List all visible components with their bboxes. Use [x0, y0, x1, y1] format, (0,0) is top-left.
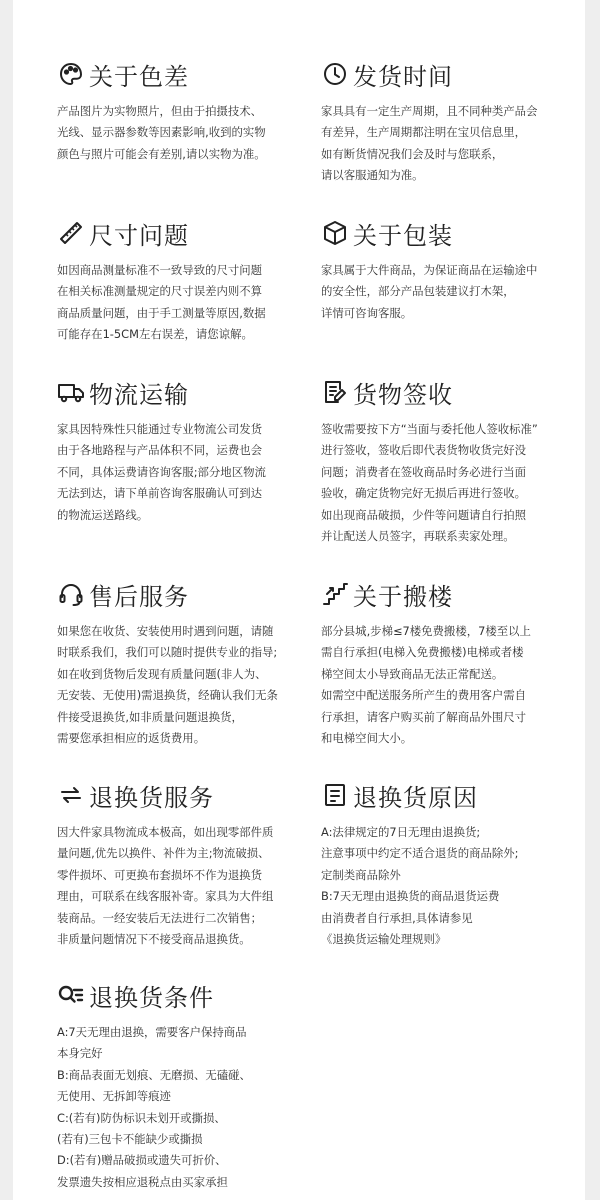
body-line: 的物流运送路线。 — [57, 507, 149, 522]
section-title: 关于色差 — [89, 62, 189, 91]
section-body — [57, 621, 307, 749]
section-title: 退换货条件 — [89, 983, 214, 1012]
section-header — [321, 575, 571, 613]
body-line: 如果您在收货、安装使用时遇到问题，请随 — [57, 624, 274, 638]
section-title: 物流运输 — [89, 380, 189, 409]
section-header — [57, 976, 307, 1014]
body-line: (若有)三包卡不能缺少或撕损 — [57, 1132, 203, 1147]
after-sales-section — [57, 575, 307, 749]
section-title: 关于包装 — [353, 221, 453, 250]
palette-icon — [57, 60, 85, 88]
body-line: 梯空间太小导致商品无法正常配送。 — [321, 666, 504, 681]
body-line: 由消费者自行承担,具体请参见 — [321, 910, 473, 925]
body-line: 时联系我们，我们可以随时提供专业的指导; — [57, 645, 278, 660]
goods-receipt-section — [321, 373, 571, 547]
body-line: 签收需要按下方“当面与委托他人签收标准” — [321, 422, 538, 436]
package-icon — [321, 219, 349, 247]
body-line: 需要您承担相应的返货费用。 — [57, 731, 206, 746]
body-line: 发票遗失按相应退税点由买家承担 — [57, 1174, 228, 1189]
body-line: 本身完好 — [57, 1046, 103, 1061]
body-line: 装商品。一经安装后无法进行二次销售； — [57, 910, 263, 925]
body-line: B:商品表面无划痕、无磨损、无磕碰、 — [57, 1067, 251, 1082]
body-line: 不同，具体运费请咨询客服;部分地区物流 — [57, 464, 266, 479]
section-title: 货物签收 — [353, 380, 453, 409]
body-line: 无使用、无拆卸等痕迹 — [57, 1089, 171, 1104]
body-line: 无法到达，请下单前咨询客服确认可到达 — [57, 486, 263, 501]
body-line: 的安全性，部分产品包装建议打木架， — [321, 284, 515, 299]
section-title: 关于搬楼 — [353, 582, 453, 611]
body-line: 因大件家具物流成本极高，如出现零部件质 — [57, 825, 274, 839]
body-line: 行承担，请客户购买前了解商品外围尺寸 — [321, 709, 527, 724]
section-title: 售后服务 — [89, 582, 189, 611]
info-page — [13, 0, 585, 1200]
logistics-section — [57, 373, 307, 526]
body-line: 如在收到货物后发现有质量问题(非人为、 — [57, 666, 267, 681]
color-difference-section — [57, 55, 297, 165]
truck-icon — [57, 378, 85, 406]
section-title: 尺寸问题 — [89, 221, 189, 250]
section-body — [57, 260, 307, 346]
body-line: 无安装、无使用)需退换货，经确认我们无条 — [57, 688, 278, 703]
body-line: 件接受退换货,如非质量问题退换货， — [57, 709, 243, 724]
body-line: 理由，可联系在线客服补寄。家具为大件组 — [57, 889, 274, 904]
body-line: A:法律规定的7日无理由退换货; — [321, 825, 481, 839]
section-header — [321, 55, 571, 93]
section-body — [321, 260, 571, 324]
stairs-delivery-section — [321, 575, 571, 749]
body-line: 需自行承担(电梯入免费搬楼)电梯或者楼 — [321, 645, 524, 660]
body-line: 量问题,优先以换件、补件为主;物流破损、 — [57, 846, 270, 861]
body-line: 非质量问题情况下不接受商品退换货。 — [57, 932, 251, 947]
section-body — [57, 822, 307, 950]
body-line: 和电梯空间大小。 — [321, 731, 413, 746]
body-line: 由于各地路程与产品体积不同，运费也会 — [57, 443, 263, 458]
headset-icon — [57, 580, 85, 608]
body-line: C:(若有)防伪标识未划开或撕损、 — [57, 1110, 226, 1125]
return-reason-section — [321, 776, 571, 950]
ruler-icon — [57, 219, 85, 247]
packaging-section — [321, 214, 571, 324]
section-header — [57, 55, 297, 93]
body-line: 进行签收，签收后即代表货物收货完好没 — [321, 443, 527, 458]
body-line: 商品质量问题，由于手工测量等原因,数据 — [57, 305, 266, 320]
search-list-icon — [57, 981, 85, 1009]
body-line: 《退换货运输处理规则》 — [321, 932, 447, 947]
section-body — [321, 419, 571, 547]
size-issue-section — [57, 214, 307, 346]
body-line: 如因商品测量标准不一致导致的尺寸问题 — [57, 263, 263, 277]
body-line: 详情可咨询客服。 — [321, 305, 413, 320]
sign-document-icon — [321, 378, 349, 406]
body-line: 定制类商品除外 — [321, 867, 401, 882]
section-body — [57, 101, 297, 165]
stairs-icon — [321, 580, 349, 608]
body-line: 如出现商品破损，少件等问题请自行拍照 — [321, 507, 527, 522]
section-title: 退换货服务 — [89, 783, 214, 812]
section-header — [57, 575, 307, 613]
body-line: 请以客服通知为准。 — [321, 168, 424, 183]
section-header — [321, 373, 571, 411]
body-line: 部分县城,步梯≤7楼免费搬楼，7楼至以上 — [321, 624, 531, 638]
section-body — [321, 822, 571, 950]
section-header — [321, 776, 571, 814]
section-body — [321, 621, 571, 749]
section-header — [57, 776, 307, 814]
body-line: A:7天无理由退换，需要客户保持商品 — [57, 1025, 247, 1039]
body-line: 在相关标准测量规定的尺寸误差内则不算 — [57, 284, 263, 299]
body-line: 家具具有一定生产周期，且不同种类产品会 — [321, 104, 538, 118]
body-line: 如有断货情况我们会及时与您联系， — [321, 146, 504, 161]
body-line: 零件损坏、可更换布套损坏不作为退换货 — [57, 867, 263, 882]
return-service-section — [57, 776, 307, 950]
section-title: 退换货原因 — [353, 783, 478, 812]
section-header — [321, 214, 571, 252]
body-line: B:7天无理由退换货的商品退货运费 — [321, 889, 500, 904]
section-header — [57, 214, 307, 252]
clock-icon — [321, 60, 349, 88]
body-line: 并让配送人员签字，再联系卖家处理。 — [321, 529, 515, 544]
body-line: 可能存在1-5CM左右误差，请您谅解。 — [57, 327, 253, 342]
body-line: 家具因特殊性只能通过专业物流公司发货 — [57, 422, 263, 436]
body-line: 产品图片为实物照片，但由于拍摄技术、 — [57, 104, 263, 118]
body-line: 有差异，生产周期都注明在宝贝信息里， — [321, 125, 527, 140]
section-title: 发货时间 — [353, 62, 453, 91]
body-line: 验收，确定货物完好无损后再进行签收。 — [321, 486, 527, 501]
section-body — [321, 101, 571, 187]
exchange-arrows-icon — [57, 781, 85, 809]
delivery-time-section — [321, 55, 571, 187]
body-line: 光线、显示器参数等因素影响,收到的实物 — [57, 125, 266, 140]
return-conditions-section — [57, 976, 307, 1193]
body-line: 家具属于大件商品，为保证商品在运输途中 — [321, 263, 538, 277]
body-line: 如需空中配送服务所产生的费用客户需自 — [321, 688, 527, 703]
return-reason-icon — [321, 781, 349, 809]
section-header — [57, 373, 307, 411]
body-line: 问题；消费者在签收商品时务必进行当面 — [321, 464, 527, 479]
section-body — [57, 1022, 307, 1193]
section-body — [57, 419, 307, 526]
body-line: D:(若有)赠品破损或遗失可折价、 — [57, 1153, 227, 1168]
body-line: 注意事项中约定不适合退货的商品除外; — [321, 846, 519, 861]
body-line: 颜色与照片可能会有差别,请以实物为准。 — [57, 146, 266, 161]
